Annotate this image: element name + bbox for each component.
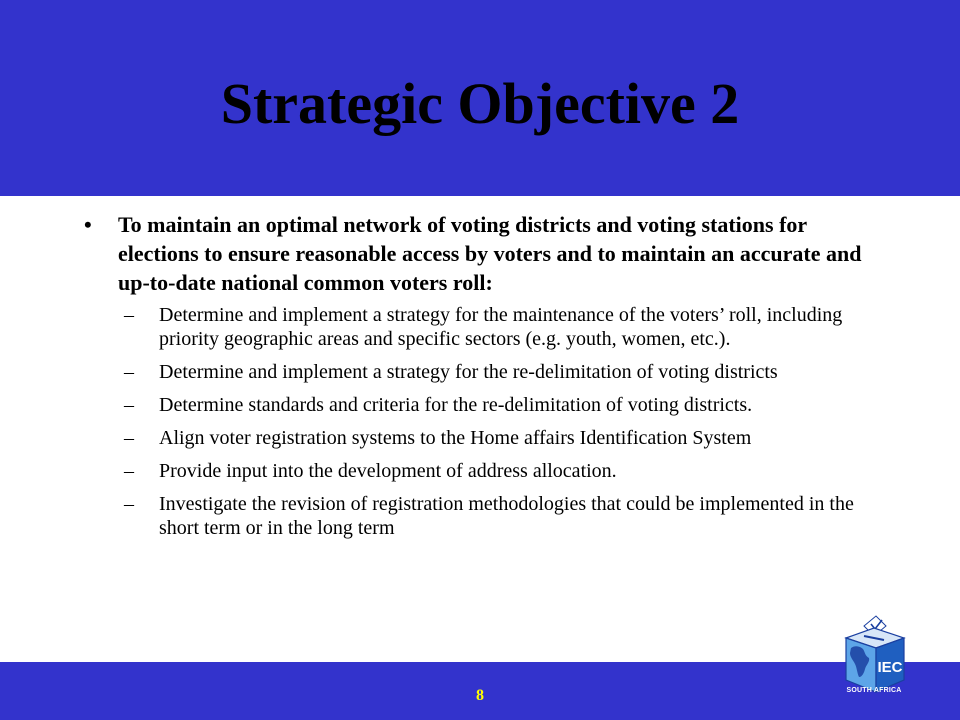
sub-bullet-item (124, 459, 884, 483)
page-number: 8 (476, 687, 484, 704)
sub-bullet-text: Determine and implement a strategy for the maintenance of the voters’ roll, including priority geographic areas and specific sectors (e.g. youth, women, etc.). (159, 304, 843, 350)
main-bullet (84, 210, 884, 297)
logo-subtitle: SOUTH AFRICA (846, 687, 902, 694)
dash-marker: – (124, 493, 134, 515)
sub-bullet-item (124, 393, 884, 417)
sub-bullet-text: Align voter registration systems to the Home affairs Identification System (159, 427, 752, 449)
dash-marker: – (124, 427, 134, 449)
sub-bullet-text: Investigate the revision of registration methodologies that could be implemented in the short term or in the long term (159, 493, 854, 539)
dash-marker: – (124, 460, 134, 482)
logo-text: IEC (877, 659, 903, 676)
dash-marker: – (124, 304, 134, 326)
bullet-marker: • (84, 212, 92, 237)
main-bullet-text: To maintain an optimal network of voting districts and voting stations for elections to ensure reasonable access by voters and to maintain an accurate and up-to-date national common voters roll: (118, 212, 862, 295)
slide-title: Strategic Objective 2 (220, 71, 740, 136)
sub-bullet-text: Determine standards and criteria for the re-delimitation of voting districts. (159, 394, 753, 416)
sub-bullet-text: Provide input into the development of address allocation. (159, 460, 617, 482)
dash-marker: – (124, 361, 134, 383)
sub-bullet-item (124, 303, 884, 351)
sub-bullet-item (124, 492, 884, 540)
sub-bullet-list (124, 303, 884, 540)
dash-marker: – (124, 394, 134, 416)
slide-content (84, 210, 884, 549)
sub-bullet-item (124, 426, 884, 450)
sub-bullet-item (124, 360, 884, 384)
sub-bullet-text: Determine and implement a strategy for the re-delimitation of voting districts (159, 361, 778, 383)
